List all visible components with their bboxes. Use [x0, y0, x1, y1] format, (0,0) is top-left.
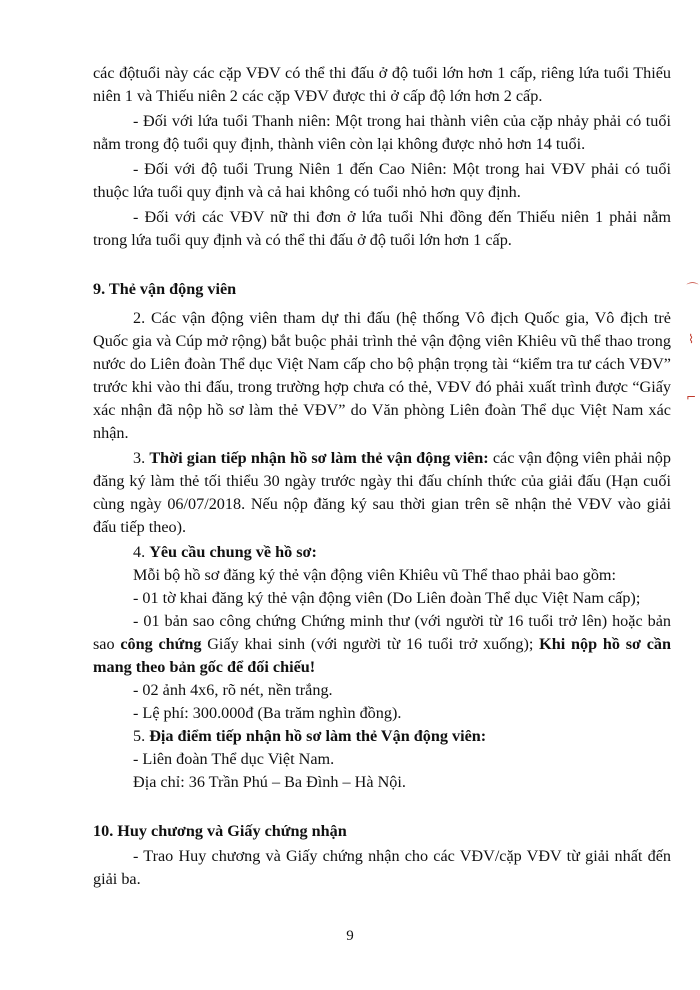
- section-9-item-2: 2. Các vận động viên tham dự thi đấu (hệ thống Vô địch Quốc gia, Vô địch trẻ Quốc gia và Cúp mở rộng) bắt buộc phải trình thẻ vận động viên Khiêu vũ thể thao trong nước do Liên đoàn Thể dục Việt Nam cấp cho bộ phận trọng tài “kiểm tra tư cách VĐV” trước khi vào thi đấu, trong trường hợp chưa có thẻ, VĐV đó phải xuất trình được “Giấy xác nhận đã nộp hồ sơ làm thẻ VĐV” do Văn phòng Liên đoàn Thể dục Việt Nam xác nhận.: [93, 309, 671, 442]
- item-5-list-2: Địa chỉ: 36 Trần Phú – Ba Đình – Hà Nội.: [133, 773, 406, 791]
- item-3-title: Thời gian tiếp nhận hồ sơ làm thẻ vận động viên:: [149, 449, 489, 467]
- paragraph-female-single: - Đối với các VĐV nữ thi đơn ở lứa tuổi Nhi đồng đến Thiếu niên 1 phải nằm trong lứa tuổi quy định và có thể thi đấu ở độ tuổi lớn hơn 1 cấp.: [93, 208, 671, 249]
- list-2-text-a: - 01 bản sao công chứng Chứng minh thư (với người từ 16 tuổi trở lên) hoặc bản sao: [93, 612, 671, 653]
- margin-mark-1: ⌒: [685, 282, 699, 294]
- paragraph-trung-nien: - Đối với độ tuổi Trung Niên 1 đến Cao Niên: Một trong hai VĐV phải có tuổi thuộc lứa tuổi quy định và cả hai không có tuổi nhỏ hơn quy định.: [93, 160, 671, 201]
- item-4-number: 4.: [133, 543, 150, 561]
- item-4-list-3: - 02 ảnh 4x6, rõ nét, nền trắng.: [133, 681, 333, 699]
- section-9-item-4-heading: [93, 541, 671, 564]
- item-4-list-2: [93, 610, 671, 679]
- section-10-heading: 10. Huy chương và Giấy chứng nhận: [93, 822, 347, 840]
- list-2-bold-b: Khi nộp hồ sơ cần mang theo bản gốc để đối chiếu!: [93, 635, 672, 676]
- list-2-text-b: Giấy khai sinh (với người từ 16 tuổi trở xuống);: [201, 635, 540, 653]
- section-9-item-5-heading: [93, 725, 671, 748]
- item-3-text: các vận động viên phải nộp đăng ký làm thẻ tối thiểu 30 ngày trước ngày thi đấu chính thức của giải đấu (Hạn cuối cùng ngày 06/07/2018. Nếu nộp đăng ký sau thời gian trên sẽ nhận thẻ VĐV vào giải đấu tiếp theo).: [93, 449, 671, 536]
- item-4-intro: Mỗi bộ hồ sơ đăng ký thẻ vận động viên Khiêu vũ Thể thao phải bao gồm:: [133, 566, 617, 584]
- item-4-list-4: - Lệ phí: 300.000đ (Ba trăm nghìn đồng).: [133, 704, 402, 722]
- margin-mark-2: ⌇: [684, 332, 698, 346]
- list-2-bold-a: công chứng: [120, 635, 202, 653]
- item-4-list-1: - 01 tờ khai đăng ký thẻ vận động viên (Do Liên đoàn Thể dục Việt Nam cấp);: [133, 589, 641, 607]
- page-content: [93, 62, 671, 891]
- item-3-number: 3.: [133, 449, 150, 467]
- paragraph-thanh-nien: - Đối với lứa tuổi Thanh niên: Một trong hai thành viên của cặp nhảy phải có tuổi nằm trong độ tuổi quy định, thành viên còn lại không được nhỏ hơn 14 tuổi.: [93, 112, 671, 153]
- section-9-item-3: [93, 447, 671, 539]
- paragraph-age-levels: các độtuổi này các cặp VĐV có thể thi đấu ở độ tuổi lớn hơn 1 cấp, riêng lứa tuổi Thiếu niên 1 và Thiếu niên 2 các cặp VĐV được thi ở cấp độ lớn hơn 2 cấp.: [93, 64, 671, 105]
- page-number: 9: [346, 928, 354, 944]
- margin-mark-3: ⌐: [684, 390, 698, 404]
- item-4-title: Yêu cầu chung về hồ sơ:: [149, 543, 317, 561]
- section-9-heading: 9. Thẻ vận động viên: [93, 280, 237, 298]
- item-5-number: 5.: [133, 727, 150, 745]
- margin-annotation-marks: [684, 282, 700, 442]
- section-10-text: - Trao Huy chương và Giấy chứng nhận cho các VĐV/cặp VĐV từ giải nhất đến giải ba.: [93, 847, 671, 888]
- item-5-title: Địa điểm tiếp nhận hồ sơ làm thẻ Vận động viên:: [149, 727, 487, 745]
- item-5-list-1: - Liên đoàn Thể dục Việt Nam.: [133, 750, 335, 768]
